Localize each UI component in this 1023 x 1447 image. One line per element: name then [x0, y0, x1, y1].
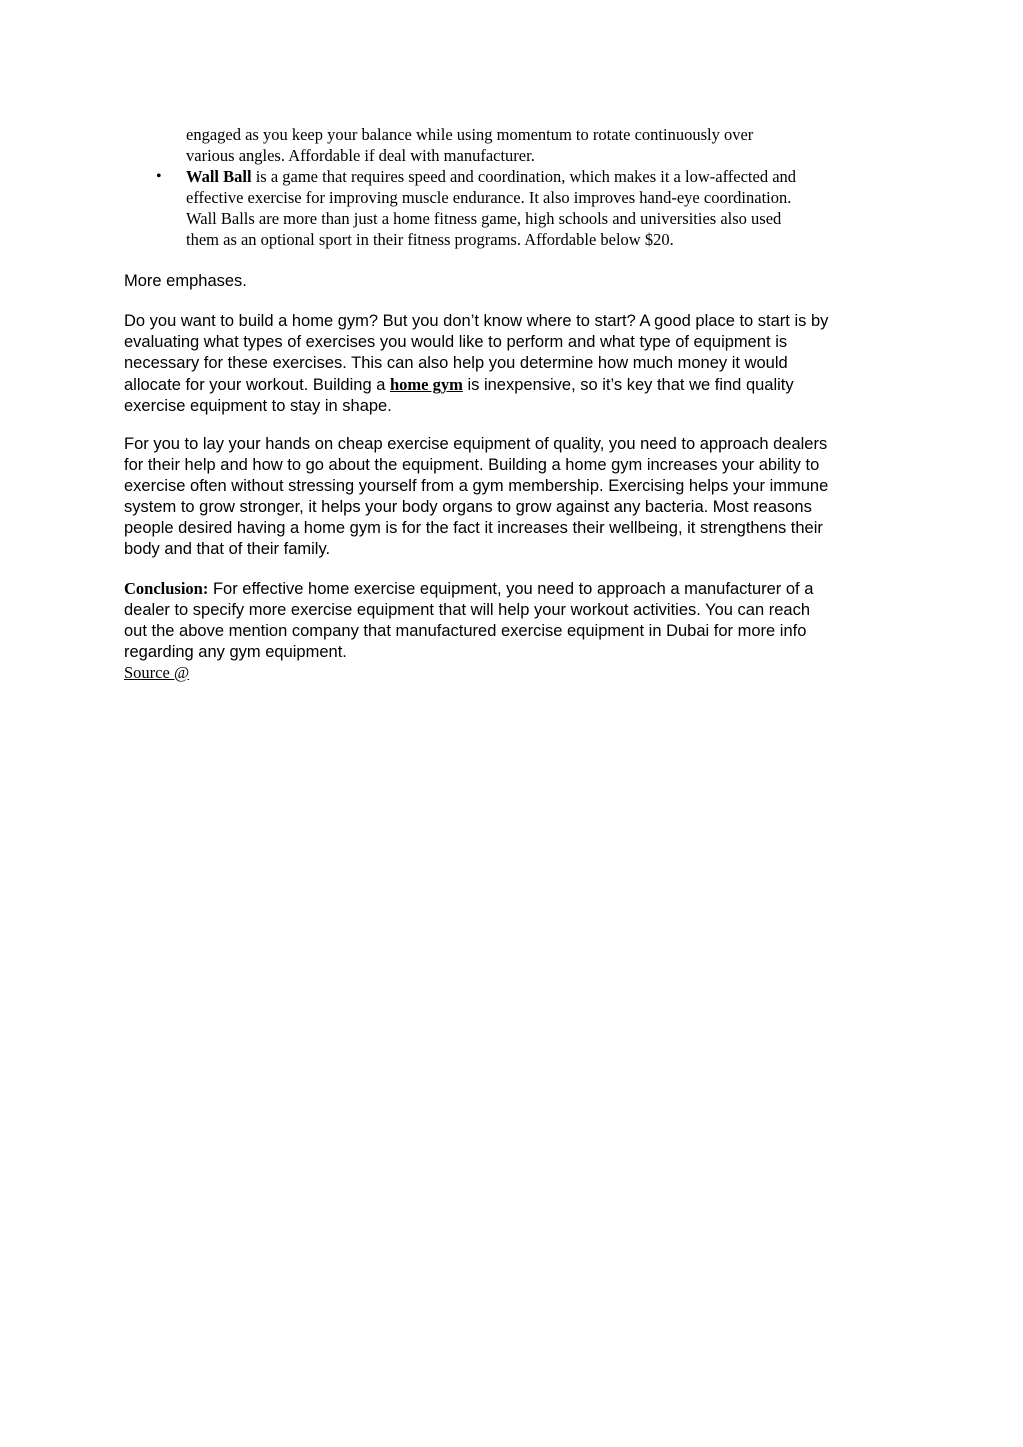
paragraph-line: dealer to specify more exercise equipment that will help your workout activities. You can reach: [124, 601, 811, 619]
line-text: For effective home exercise equipment, you need to approach a manufacturer of a: [208, 580, 814, 598]
home-gym-link[interactable]: home gym: [389, 375, 463, 394]
paragraph-build-home-gym: [124, 311, 904, 417]
bullet-continuation: [186, 124, 906, 166]
wall-ball-line: [186, 166, 906, 187]
paragraph-line: evaluating what types of exercises you would like to perform and what type of equipment is: [124, 333, 788, 351]
paragraph-line: for their help and how to go about the equipment. Building a home gym increases your ability to: [124, 456, 820, 474]
paragraph-line: body and that of their family.: [124, 540, 331, 558]
paragraph-cheap-equipment: [124, 434, 904, 560]
paragraph-line: system to grow stronger, it helps your body organs to grow against any bacteria. Most reasons: [124, 498, 812, 516]
paragraph-line: exercise equipment to stay in shape.: [124, 397, 392, 415]
paragraph-line: [124, 578, 904, 600]
paragraph-line: For you to lay your hands on cheap exercise equipment of quality, you need to approach dealers: [124, 435, 828, 453]
paragraph-line: regarding any gym equipment.: [124, 643, 347, 661]
list-item-wall-ball: [156, 166, 906, 250]
wall-ball-term: Wall Ball: [186, 167, 252, 186]
wall-ball-text: is a game that requires speed and coordination, which makes it a low-affected and: [251, 167, 797, 186]
conclusion-label: Conclusion:: [124, 579, 209, 598]
line-text: is inexpensive, so it’s key that we find quality: [462, 376, 794, 394]
paragraph-conclusion: [124, 578, 904, 663]
paragraph-line: exercise often without stressing yourself from a gym membership. Exercising helps your immune: [124, 477, 829, 495]
line-text: allocate for your workout. Building a: [124, 376, 390, 394]
bullet-continuation-line: engaged as you keep your balance while using momentum to rotate continuously over: [186, 125, 754, 144]
paragraph-line: out the above mention company that manufactured exercise equipment in Dubai for more info: [124, 622, 807, 640]
more-emphases-heading: More emphases.: [124, 272, 247, 290]
wall-ball-line: Wall Balls are more than just a home fitness game, high schools and universities also used: [186, 209, 782, 228]
paragraph-line: Do you want to build a home gym? But you don’t know where to start? A good place to start is by: [124, 312, 829, 330]
paragraph-line: [124, 374, 904, 396]
source-link[interactable]: Source @: [124, 663, 190, 682]
bullet-continuation-line: various angles. Affordable if deal with manufacturer.: [186, 146, 535, 165]
paragraph-line: necessary for these exercises. This can also help you determine how much money it would: [124, 354, 788, 372]
wall-ball-line: them as an optional sport in their fitness programs. Affordable below $20.: [186, 230, 674, 249]
wall-ball-line: effective exercise for improving muscle endurance. It also improves hand-eye coordination.: [186, 188, 792, 207]
paragraph-line: people desired having a home gym is for the fact it increases their wellbeing, it strengthens their: [124, 519, 823, 537]
bullet-icon: •: [156, 168, 162, 185]
